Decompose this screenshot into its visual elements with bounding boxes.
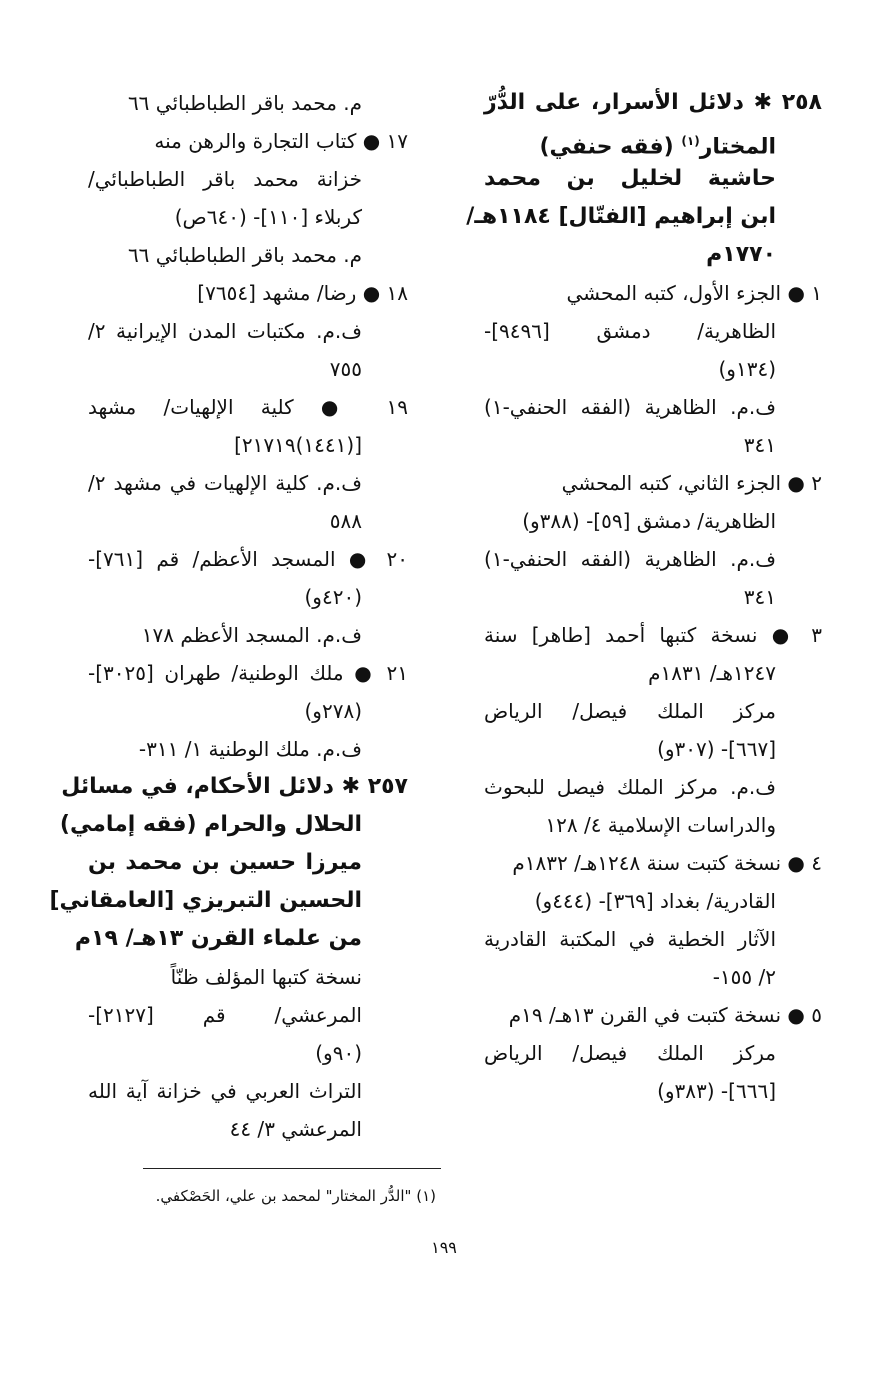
line-text: ٢/ ١٥٥- (712, 965, 776, 989)
left-column-line (88, 692, 408, 730)
right-column-line (484, 84, 822, 122)
right-column-line (484, 958, 822, 996)
right-column-line (484, 920, 822, 958)
line-text: والدراسات الإسلامية ٤/ ١٢٨ (545, 813, 776, 837)
line-text: خزانة محمد باقر الطباطبائي/ (88, 167, 362, 191)
right-column-line (484, 1034, 822, 1072)
line-text-after: (فقه حنفي) (539, 134, 682, 160)
line-text: م. محمد باقر الطباطبائي ٦٦ (127, 243, 362, 267)
line-text: المرعشي ٣/ ٤٤ (229, 1117, 362, 1141)
left-column-line (88, 122, 408, 160)
right-column-line (484, 274, 822, 312)
right-column-line (484, 540, 822, 578)
line-text: التراث العربي في خزانة آية الله (88, 1079, 362, 1103)
line-text: ف.م. مركز الملك فيصل للبحوث (484, 775, 776, 799)
line-text: ميرزا حسين بن محمد بن (88, 850, 362, 875)
right-column-line (484, 502, 822, 540)
right-column-line (484, 122, 822, 160)
left-column-line (88, 958, 408, 996)
left-column (49, 84, 408, 1148)
left-column-line (88, 426, 408, 464)
line-text: ١٢٤٧هـ/ ١٨٣١م (648, 661, 776, 685)
line-text: المختار (699, 134, 776, 160)
line-text: ٢٥٨ ✱ دلائل الأسرار، على الدُّرّ (484, 90, 822, 115)
left-column-line (88, 654, 408, 692)
right-column-line (484, 578, 822, 616)
line-text: ف.م. ملك الوطنية ١/ ٣١١- (138, 737, 362, 761)
left-column-line (88, 616, 408, 654)
right-column-line (484, 768, 822, 806)
footnote: (١) "الدُّر المختار" لمحمد بن علي، الحَصْكفي. (155, 1187, 436, 1205)
left-column-line (88, 388, 408, 426)
line-text: ٣٤١ (743, 433, 776, 457)
line-text: ٥ ● نسخة كتبت في القرن ١٣هـ/ ١٩م (508, 1003, 822, 1027)
right-column-line (484, 1072, 822, 1110)
line-text: ابن إبراهيم [الفتّال] ١١٨٤هـ/ (466, 204, 776, 229)
line-text: مركز الملك فيصل/ الرياض (484, 1041, 776, 1065)
line-text: ١٧٧٠م (706, 242, 776, 267)
right-column-line (484, 654, 822, 692)
left-column-line (88, 1034, 408, 1072)
left-column-line (74, 920, 408, 958)
left-column-line (88, 160, 408, 198)
right-column-line (484, 388, 822, 426)
left-column-line (88, 540, 408, 578)
right-column-line (484, 426, 822, 464)
line-text: (٩٠و) (315, 1041, 362, 1065)
right-column-line (484, 844, 822, 882)
footnote-divider (143, 1168, 441, 1169)
line-text: حاشية لخليل بن محمد (484, 166, 776, 191)
left-column-line (88, 730, 408, 768)
right-column-line (484, 236, 822, 274)
line-text: ف.م. الظاهرية (الفقه الحنفي-١) (484, 395, 776, 419)
line-text: ٢ ● الجزء الثاني، كتبه المحشي (561, 471, 822, 495)
line-text: كربلاء [١١٠]- (٦٤٠ص) (174, 205, 362, 229)
line-text: (١٣٤و) (718, 357, 776, 381)
left-column-line (88, 274, 408, 312)
line-text: م. محمد باقر الطباطبائي ٦٦ (127, 91, 362, 115)
line-text: ٢٠ ● المسجد الأعظم/ قم [٧٦١]- (88, 547, 408, 571)
line-text: [٦٦٦]- (٣٨٣و) (657, 1079, 776, 1103)
left-column-line (88, 1072, 408, 1110)
right-column-line (484, 464, 822, 502)
left-column-line (59, 806, 408, 844)
left-column-line (88, 578, 408, 616)
right-column-line (484, 692, 822, 730)
line-text: من علماء القرن ١٣هـ/ ١٩م (74, 926, 362, 951)
line-text: [٦٦٧]- (٣٠٧و) (657, 737, 776, 761)
line-text: ١٩ ● كلية الإلهيات/ مشهد (88, 395, 408, 419)
line-text: ف.م. الظاهرية (الفقه الحنفي-١) (484, 547, 776, 571)
line-text: الحسين التبريزي [العامقاني] (49, 888, 362, 913)
left-column-line (88, 464, 408, 502)
line-text: نسخة كتبها المؤلف ظنّاً (170, 965, 362, 989)
line-text: ١ ● الجزء الأول، كتبه المحشي (566, 281, 822, 305)
right-column-line (484, 806, 822, 844)
line-text: (٢٧٨و) (304, 699, 362, 723)
right-column-line (484, 616, 822, 654)
left-column-line (88, 236, 408, 274)
line-text: ف.م. كلية الإلهيات في مشهد ٢/ (88, 471, 362, 495)
right-column (466, 84, 822, 1110)
line-text: ٣٤١ (743, 585, 776, 609)
left-column-line (88, 84, 408, 122)
right-column-line (484, 996, 822, 1034)
left-column-line (49, 882, 408, 920)
line-text: الحلال والحرام (فقه إمامي) (59, 812, 362, 837)
line-text: ١٨ ● رضا/ مشهد [٧٦٥٤] (197, 281, 408, 305)
line-text: (٤٢٠و) (304, 585, 362, 609)
line-text: الظاهرية/ دمشق [٥٩]- (٣٨٨و) (522, 509, 776, 533)
line-text: ٣ ● نسخة كتبها أحمد [طاهر] سنة (484, 623, 822, 647)
left-column-line (61, 768, 408, 806)
line-text: مركز الملك فيصل/ الرياض (484, 699, 776, 723)
right-column-line (484, 312, 822, 350)
line-text: ٢١ ● ملك الوطنية/ طهران [٣٠٢٥]- (88, 661, 408, 685)
line-text: ف.م. المسجد الأعظم ١٧٨ (141, 623, 362, 647)
line-text: الظاهرية/ دمشق [٩٤٩٦]- (484, 319, 776, 343)
right-column-line (466, 198, 822, 236)
page-number: ١٩٩ (431, 1238, 457, 1257)
left-column-line (88, 502, 408, 540)
left-column-line (88, 350, 408, 388)
left-column-line (88, 996, 408, 1034)
line-text: ٧٥٥ (329, 357, 362, 381)
left-column-line (88, 198, 408, 236)
left-column-line (88, 1110, 408, 1148)
right-column-line (484, 160, 822, 198)
right-column-line (484, 350, 822, 388)
footnote-marker: (١) (681, 134, 700, 148)
line-text: ف.م. مكتبات المدن الإيرانية ٢/ (88, 319, 362, 343)
line-text: المرعشي/ قم [٢١٢٧]- (88, 1003, 362, 1027)
line-text: [(١٤٤١)٢١٧١٩] (234, 433, 362, 457)
right-column-line (484, 882, 822, 920)
line-text: ٢٥٧ ✱ دلائل الأحكام، في مسائل (61, 774, 408, 799)
line-text: القادرية/ بغداد [٣٦٩]- (٤٤٤و) (534, 889, 776, 913)
line-text: الآثار الخطية في المكتبة القادرية (484, 927, 776, 951)
left-column-line (88, 312, 408, 350)
line-text: ٥٨٨ (329, 509, 362, 533)
line-text: ٤ ● نسخة كتبت سنة ١٢٤٨هـ/ ١٨٣٢م (512, 851, 822, 875)
right-column-line (484, 730, 822, 768)
line-text: ١٧ ● كتاب التجارة والرهن منه (154, 129, 408, 153)
left-column-line (88, 844, 408, 882)
